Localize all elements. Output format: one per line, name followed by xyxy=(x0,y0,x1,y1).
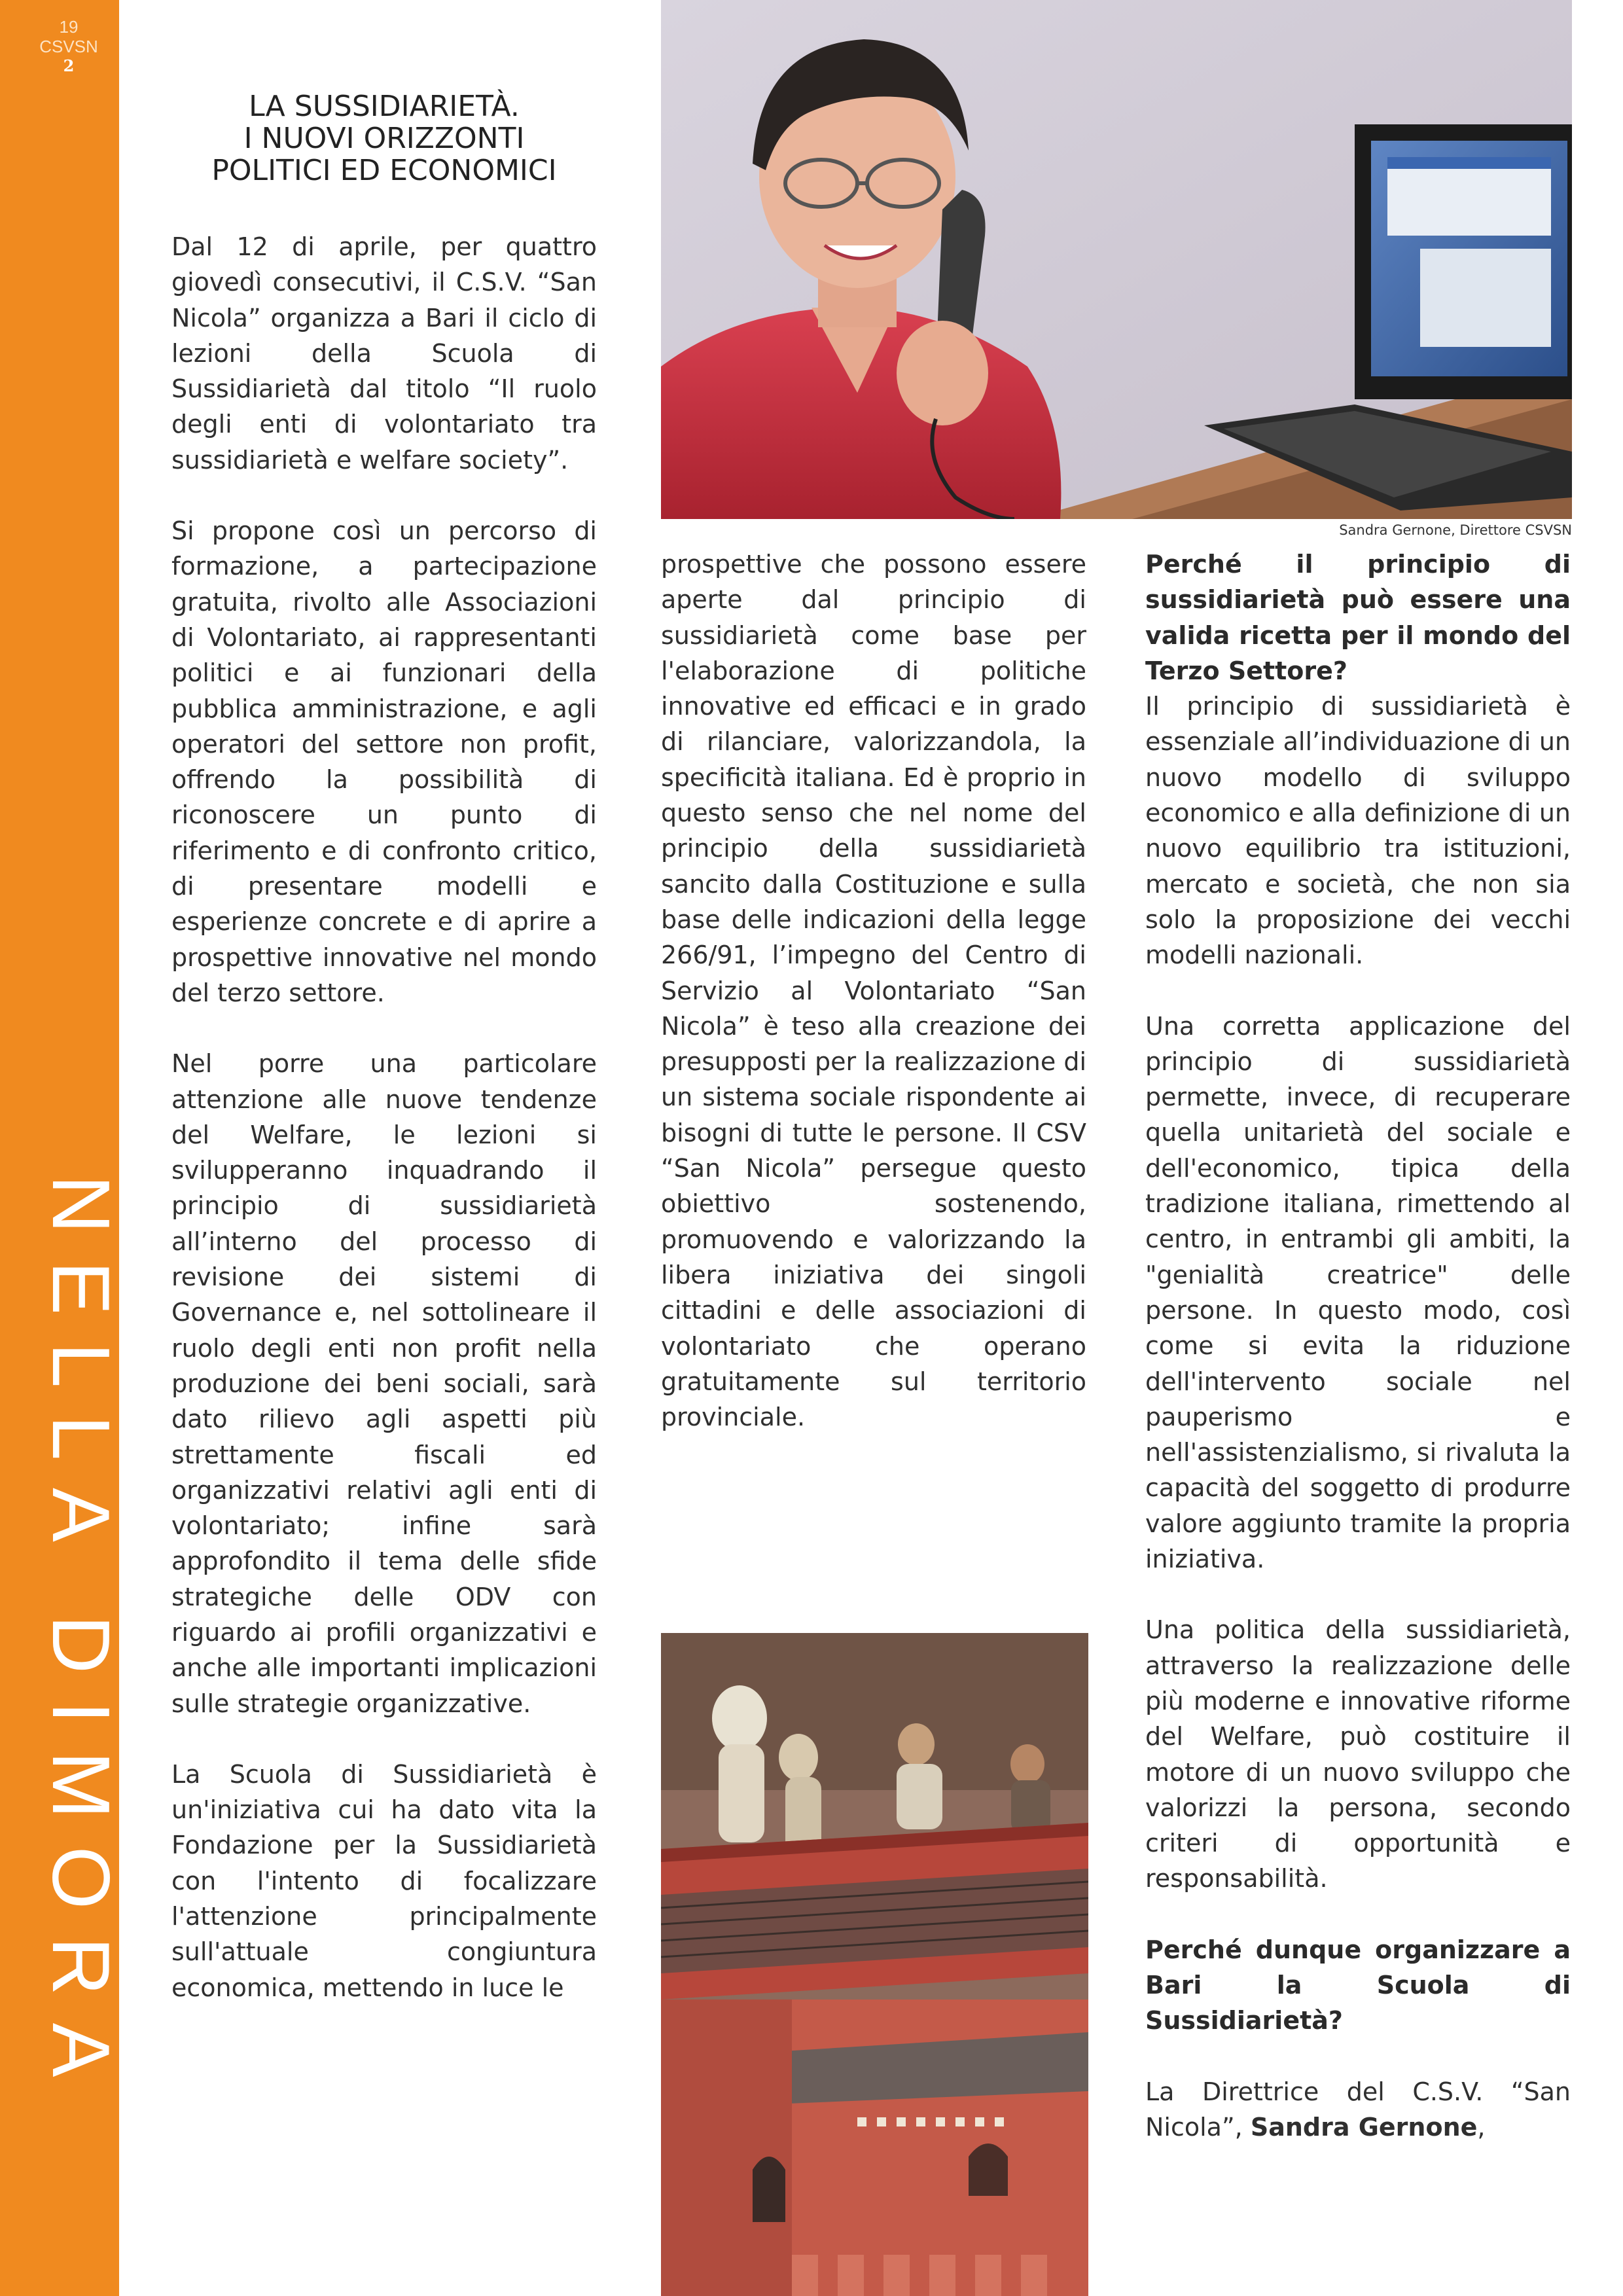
title-line-2: I NUOVI ORIZZONTI xyxy=(243,122,525,155)
text-column-3 xyxy=(1145,547,1571,2145)
title-line-3: POLITICI ED ECONOMICI xyxy=(211,154,557,187)
paragraph: Una corretta applicazione del principio di sussidiarietà permette, invece, di recuperare quella unitarietà del sociale e dell'economico, tipica della tradizione italiana, rimettendo al centro, in entrambi gli ambiti, la "genialità creatrice" delle persone. In questo modo, così come si evita la riduzione dell'intervento sociale nel pauperismo e nell'assistenzialismo, si rivaluta la capacità del soggetto di produrre valore aggiunto tramite la propria iniziativa. xyxy=(1145,1011,1571,1574)
section-title-vertical: NELLA DIMORA xyxy=(35,1175,126,2105)
interview-question: Perché il principio di sussidiarietà può essere una valida ricetta per il mondo del Terzo Settore? xyxy=(1145,550,1571,685)
title-line-1: LA SUSSIDIARIETÀ. xyxy=(249,90,520,123)
portrait-photo xyxy=(661,0,1572,519)
paragraph: Nel porre una particolare attenzione alle nuove tendenze del Welfare, le lezioni si svilupperanno inquadrando il principio di sussidiarietà all’interno del processo di revisione dei sistemi di Governance e, nel sottolineare il ruolo degli enti non profit nella produzione dei beni sociali, sarà dato rilievo agli aspetti più strettamente fiscali ed organizzativi relativi agli enti di volontariato; infine sarà approfondito il tema delle sfide strategiche delle ODV con riguardo ai profili organizzativi e anche alle importanti implicazioni sulle strategie organizzative. xyxy=(171,1049,597,1718)
photo-caption: Sandra Gernone, Direttore CSVSN xyxy=(1339,522,1572,538)
paragraph: La Scuola di Sussidiarietà è un'iniziativa cui ha dato vita la Fondazione per la Sussidiarietà con l'intento di focalizzare l'attenzione principalmente sull'attuale congiuntura economica, mettendo in luce le xyxy=(171,1759,597,2002)
text-column-1 xyxy=(171,229,597,2005)
interviewee-name: Sandra Gernone xyxy=(1250,2112,1478,2142)
folio-brand: CSVSN xyxy=(39,37,98,56)
paragraph: prospettive che possono essere aperte dal principio di sussidiarietà come base per l'elaborazione di politiche innovative ed efficaci e in grado di rilanciare, valorizzandola, la specificità italiana. Ed è proprio in questo senso che nel nome del principio della sussidiarietà sancito dalla Costituzione e sulla base delle indicazioni della legge 266/91, l’impegno del Centro di Servizio al Volontariato “San Nicola” è teso alla creazione dei presupposti per la realizzazione di un sistema sociale rispondente ai bisogni di tutte le persone. Il CSV “San Nicola” persegue questo obiettivo sostenendo, promuovendo e valorizzando la libera iniziativa dei singoli cittadini e delle associazioni di volontariato che operano gratuitamente sul territorio provinciale. xyxy=(661,550,1086,1432)
page-number: 19 xyxy=(59,17,79,37)
paragraph-start: La Direttrice del C.S.V. “San Nicola”, xyxy=(1145,2077,1571,2142)
page-folio xyxy=(0,17,137,76)
paragraph: Il principio di sussidiarietà è essenziale all’individuazione di un nuovo modello di sviluppo economico e alla definizione di un nuovo equilibrio tra istituzioni, mercato e società, che non sia solo la proposizione dei vecchi modelli nazionali. xyxy=(1145,692,1571,970)
text-column-2 xyxy=(661,547,1086,1435)
paragraph xyxy=(1145,2074,1571,2145)
folio-issue: 2 xyxy=(63,56,75,75)
paragraph: Dal 12 di aprile, per quattro giovedì consecutivi, il C.S.V. “San Nicola” organizza a Bari il ciclo di lezioni della Scuola di Sussidiarietà dal titolo “Il ruolo degli enti di volontariato tra sussidiarietà e welfare society”. xyxy=(171,232,597,475)
article-title xyxy=(171,90,597,187)
paragraph: Una politica della sussidiarietà, attraverso la realizzazione delle più moderne e innovative riforme del Welfare, può costituire il motore di un nuovo sviluppo che valorizzi la persona, secondo criteri di opportunità e responsabilità. xyxy=(1145,1615,1571,1893)
fresco-image xyxy=(661,1633,1088,2296)
paragraph: Si propone così un percorso di formazione, a partecipazione gratuita, rivolto alle Associazioni di Volontariato, ai rappresentanti politici e ai funzionari della pubblica amministrazione, e agli operatori del settore non profit, offrendo la possibilità di riconoscere un punto di riferimento e di confronto critico, di presentare modelli e esperienze concrete e di aprire a prospettive innovative nel mondo del terzo settore. xyxy=(171,516,597,1007)
interview-question: Perché dunque organizzare a Bari la Scuola di Sussidiarietà? xyxy=(1145,1935,1571,2036)
paragraph-end: , xyxy=(1477,2112,1486,2142)
